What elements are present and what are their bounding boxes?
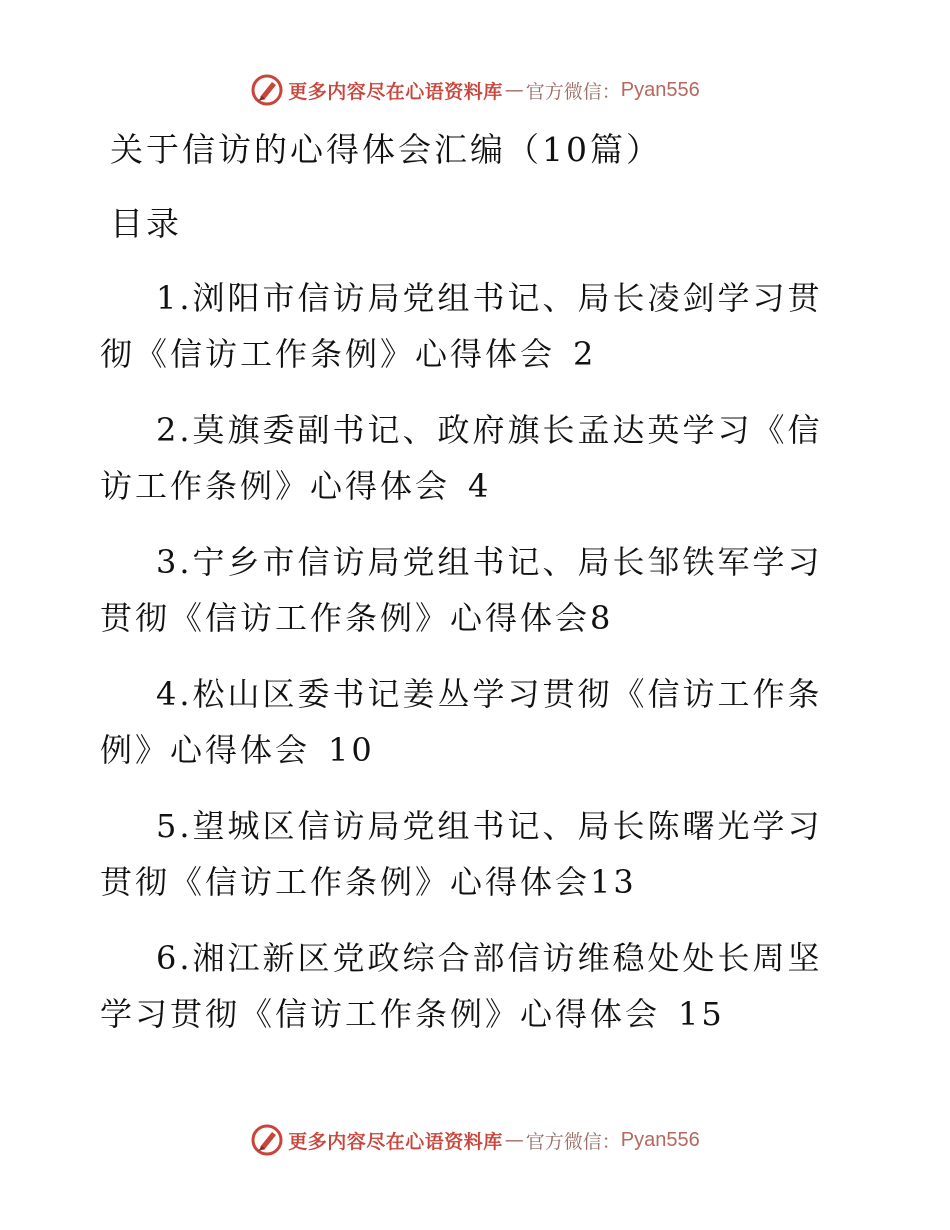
toc-item-number: 4.: [156, 675, 193, 713]
toc-item[interactable]: [100, 534, 840, 646]
pen-nib-logo-icon: [250, 73, 284, 107]
banner-dash: —: [504, 1129, 524, 1151]
banner-dash: —: [504, 79, 524, 101]
toc-item-page: 10: [328, 731, 375, 769]
banner-wechat-label: 官方微信：: [525, 1130, 621, 1153]
toc-item[interactable]: [100, 666, 840, 778]
table-of-contents: [100, 270, 840, 1062]
toc-item-text: 湘江新区党政综合部信访维稳处处长周坚学习贯彻《信访工作条例》心得体会: [100, 939, 823, 1033]
toc-item-page: 15: [678, 995, 725, 1033]
banner-wechat-handle: Pyan556: [620, 1128, 700, 1151]
banner-wechat-handle: Pyan556: [620, 78, 700, 101]
pen-nib-logo-icon: [250, 1123, 284, 1157]
toc-item-number: 6.: [156, 939, 193, 977]
toc-item-page: 4: [468, 467, 492, 505]
banner-wechat-label: 官方微信：: [525, 80, 621, 103]
toc-item-text: 浏阳市信访局党组书记、局长凌剑学习贯彻《信访工作条例》心得体会: [100, 279, 823, 373]
toc-item[interactable]: [100, 798, 840, 910]
toc-heading: 目录: [110, 204, 182, 243]
toc-item[interactable]: [100, 270, 840, 382]
footer-watermark-banner: [0, 1120, 950, 1160]
header-watermark-banner: [0, 70, 950, 110]
toc-item-text: 莫旗委副书记、政府旗长孟达英学习《信访工作条例》心得体会: [100, 411, 823, 505]
toc-item-number: 5.: [156, 807, 193, 845]
banner-main-text: 更多内容尽在心语资料库: [288, 1130, 503, 1153]
toc-item[interactable]: [100, 402, 840, 514]
toc-item-page: 13: [590, 863, 637, 901]
toc-item-number: 2.: [156, 411, 193, 449]
toc-item[interactable]: [100, 930, 840, 1042]
banner-main-text: 更多内容尽在心语资料库: [288, 80, 503, 103]
toc-item-text: 望城区信访局党组书记、局长陈曙光学习贯彻《信访工作条例》心得体会: [100, 807, 823, 901]
toc-item-page: 2: [573, 335, 597, 373]
toc-item-page: 8: [590, 599, 614, 637]
toc-item-number: 1.: [156, 279, 193, 317]
toc-item-text: 宁乡市信访局党组书记、局长邹铁军学习贯彻《信访工作条例》心得体会: [100, 543, 823, 637]
document-title: 关于信访的心得体会汇编（10篇）: [110, 130, 662, 169]
toc-item-text: 松山区委书记姜丛学习贯彻《信访工作条例》心得体会: [100, 675, 823, 769]
toc-item-number: 3.: [156, 543, 193, 581]
